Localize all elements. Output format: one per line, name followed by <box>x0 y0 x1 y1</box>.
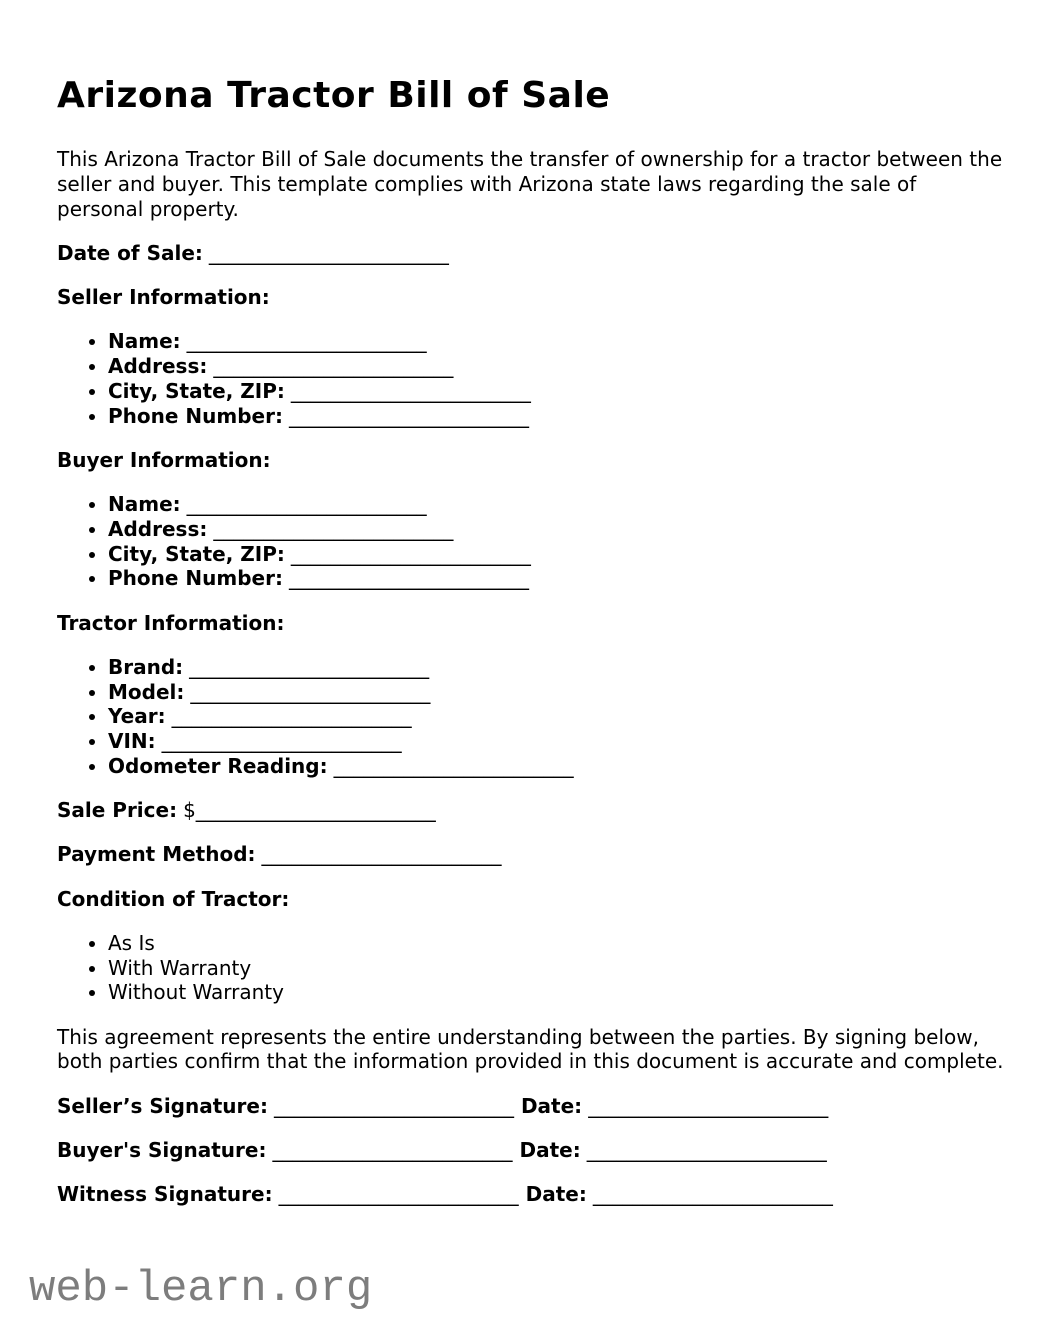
seller-address-item <box>108 354 1007 379</box>
condition-heading-label: Condition of Tractor: <box>57 886 290 911</box>
seller-signature-date-label: Date: <box>520 1093 583 1118</box>
tractor-odometer-item <box>108 754 1007 779</box>
seller-phone-blank: ________________________ <box>288 403 529 428</box>
condition-option-without-warranty: • Without Warranty <box>108 980 1007 1005</box>
date-of-sale-line <box>57 241 1007 266</box>
seller-heading-label: Seller Information: <box>57 285 270 310</box>
condition-option-with-warranty: • With Warranty <box>108 956 1007 981</box>
buyer-address-item <box>108 517 1007 542</box>
witness-signature-label: Witness Signature: <box>57 1182 273 1207</box>
tractor-odometer-label: Odometer Reading: <box>108 753 328 778</box>
seller-city-state-zip-blank: ________________________ <box>290 378 531 403</box>
buyer-phone-item <box>108 566 1007 591</box>
witness-signature-date-blank: ________________________ <box>592 1182 833 1207</box>
tractor-brand-item <box>108 655 1007 680</box>
payment-method-blank: ________________________ <box>261 842 502 867</box>
watermark: web-learn.org <box>29 1264 373 1314</box>
seller-signature-line <box>57 1094 1007 1119</box>
tractor-vin-label: VIN: <box>108 729 156 753</box>
condition-option-as-is: • As Is <box>108 931 1007 956</box>
intro-paragraph: This Arizona Tractor Bill of Sale documents the transfer of ownership for a tractor between the seller and buyer. This template complies with Arizona state laws regarding the sale of personal property. <box>57 147 1003 221</box>
seller-signature-label: Seller’s Signature: <box>57 1093 268 1118</box>
seller-section-heading <box>57 285 1007 310</box>
buyer-address-blank: ________________________ <box>213 516 454 541</box>
seller-name-item <box>108 329 1007 354</box>
buyer-signature-date-label: Date: <box>519 1137 581 1162</box>
sale-price-label: Sale Price: <box>57 798 178 822</box>
condition-options-list <box>57 931 1007 1005</box>
tractor-odometer-blank: ________________________ <box>333 753 574 778</box>
seller-phone-item <box>108 404 1007 429</box>
payment-method-line <box>57 842 1007 867</box>
seller-name-blank: ________________________ <box>186 329 427 354</box>
seller-signature-blank: ________________________ <box>273 1093 514 1118</box>
seller-city-state-zip-label: City, State, ZIP: <box>108 378 285 403</box>
tractor-year-label: Year: <box>108 704 166 729</box>
seller-phone-label: Phone Number: <box>108 403 283 428</box>
tractor-model-blank: ________________________ <box>190 679 431 704</box>
buyer-signature-line <box>57 1138 1007 1163</box>
buyer-fields-list <box>57 492 1007 591</box>
sale-price-blank: $________________________ <box>183 798 436 822</box>
buyer-name-item <box>108 492 1007 517</box>
tractor-heading-label: Tractor Information: <box>57 610 285 635</box>
witness-signature-date-label: Date: <box>525 1182 587 1207</box>
tractor-vin-blank: ________________________ <box>161 729 402 753</box>
sale-price-line <box>57 798 1007 823</box>
seller-fields-list <box>57 329 1007 428</box>
tractor-fields-list <box>57 655 1007 779</box>
buyer-name-blank: ________________________ <box>186 492 427 517</box>
buyer-phone-label: Phone Number: <box>108 566 283 591</box>
page-title: Arizona Tractor Bill of Sale <box>57 75 611 116</box>
tractor-year-item <box>108 704 1007 729</box>
tractor-brand-label: Brand: <box>108 654 184 679</box>
buyer-signature-date-blank: ________________________ <box>586 1137 827 1162</box>
payment-method-label: Payment Method: <box>57 842 256 867</box>
buyer-address-label: Address: <box>108 516 208 541</box>
condition-section-heading <box>57 887 1007 912</box>
seller-city-state-zip-item <box>108 379 1007 404</box>
tractor-model-item <box>108 680 1007 705</box>
tractor-brand-blank: ________________________ <box>189 654 430 679</box>
buyer-section-heading <box>57 448 1007 473</box>
buyer-city-state-zip-blank: ________________________ <box>290 541 531 566</box>
seller-address-label: Address: <box>108 354 208 379</box>
tractor-section-heading <box>57 611 1007 636</box>
seller-name-label: Name: <box>108 329 181 354</box>
buyer-name-label: Name: <box>108 492 181 517</box>
buyer-heading-label: Buyer Information: <box>57 447 271 472</box>
buyer-city-state-zip-label: City, State, ZIP: <box>108 541 285 566</box>
date-of-sale-blank: ________________________ <box>208 240 449 265</box>
tractor-vin-item <box>108 729 1007 754</box>
buyer-signature-blank: ________________________ <box>272 1137 513 1162</box>
witness-signature-line <box>57 1182 1007 1207</box>
buyer-signature-label: Buyer's Signature: <box>57 1137 267 1162</box>
closing-paragraph: This agreement represents the entire understanding between the parties. By signing below, both parties confirm that the information provided in this document is accurate and complete. <box>57 1024 1004 1074</box>
buyer-phone-blank: ________________________ <box>288 566 529 591</box>
witness-signature-blank: ________________________ <box>278 1182 519 1207</box>
seller-signature-date-blank: ________________________ <box>588 1093 829 1118</box>
buyer-city-state-zip-item <box>108 542 1007 567</box>
date-of-sale-label: Date of Sale: <box>57 240 203 265</box>
tractor-year-blank: ________________________ <box>171 704 412 729</box>
tractor-model-label: Model: <box>108 679 185 704</box>
seller-address-blank: ________________________ <box>213 354 454 379</box>
